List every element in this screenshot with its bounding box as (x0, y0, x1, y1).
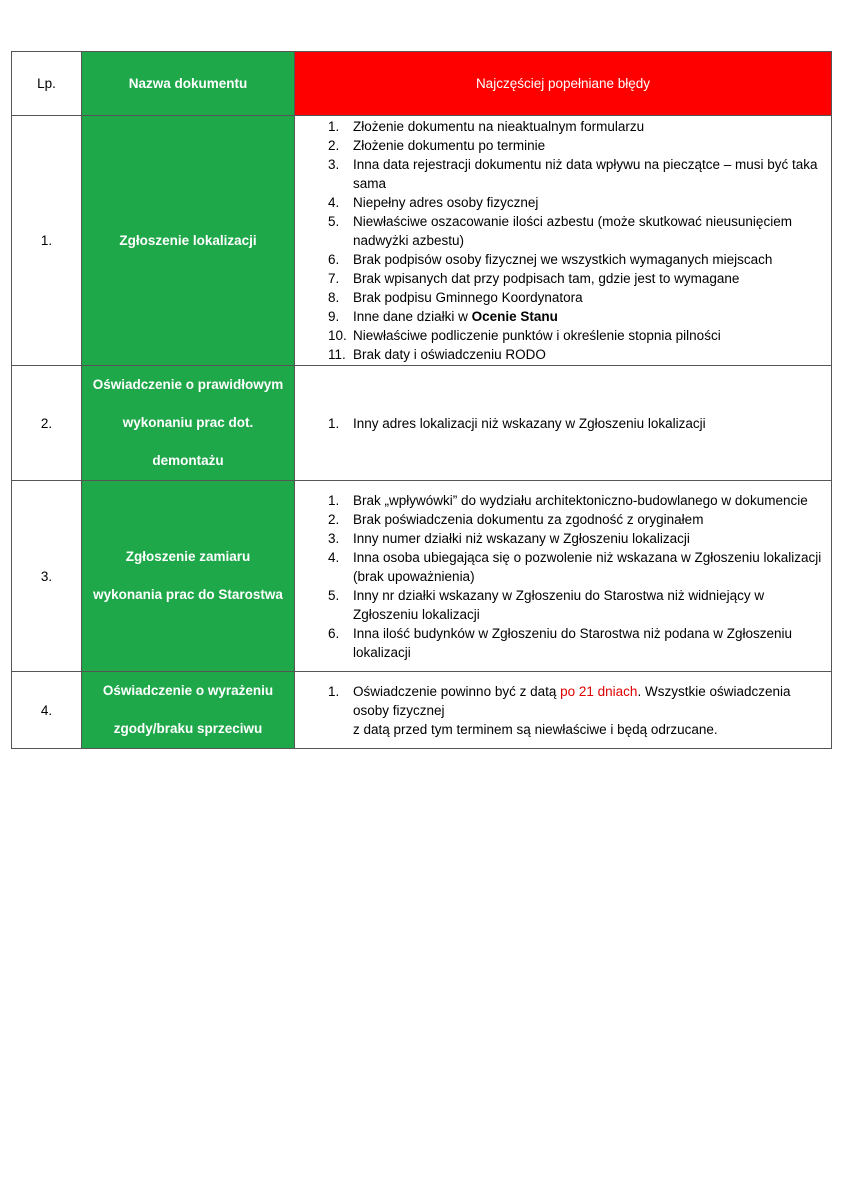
list-item (295, 155, 825, 193)
item-number: 1. (328, 683, 340, 699)
item-text: Złożenie dokumentu po terminie (353, 138, 546, 153)
item-number: 2. (328, 138, 340, 153)
item-text: Brak poświadczenia dokumentu za zgodność z oryginałem (353, 511, 704, 527)
item-text: Inny nr działki wskazany w Zgłoszeniu do Starostwa niż widniejący w Zgłoszeniu lokalizacji (353, 587, 765, 622)
item-text: Inny adres lokalizacji niż wskazany w Zgłoszeniu lokalizacji (353, 415, 706, 431)
item-number: 4. (328, 195, 340, 210)
item-text: Inna data rejestracji dokumentu niż data wpływu na pieczątce – musi być taka sama (353, 157, 818, 191)
table-row (12, 366, 832, 481)
document-name-line: demontażu (152, 453, 224, 468)
document-name (82, 672, 294, 748)
errors-list (295, 413, 831, 434)
header-errors: Najczęściej popełniane błędy (295, 52, 832, 116)
list-item (295, 510, 825, 529)
table-row (12, 481, 832, 672)
item-number: 1. (328, 119, 340, 134)
row-number: 3. (12, 481, 82, 672)
item-number: 7. (328, 271, 340, 286)
list-item (295, 136, 825, 155)
item-text: Brak wpisanych dat przy podpisach tam, gdzie jest to wymagane (353, 271, 740, 286)
item-number: 2. (328, 511, 340, 527)
errors-cell (295, 366, 832, 481)
list-item (295, 288, 825, 307)
item-number: 3. (328, 157, 340, 172)
list-item (295, 307, 825, 326)
item-number: 5. (328, 214, 340, 229)
item-text: . Wszystkie oświadczenia osoby fizycznej (353, 683, 791, 718)
item-text: Złożenie dokumentu na nieaktualnym formularzu (353, 119, 645, 134)
item-text: Inna osoba ubiegająca się o pozwolenie niż wskazana w Zgłoszeniu lokalizacji (brak upoważnienia) (353, 549, 822, 584)
list-item (295, 624, 825, 662)
item-number: 3. (328, 530, 340, 546)
document-name-line: Zgłoszenie zamiaru (125, 549, 251, 564)
item-text: Brak daty i oświadczeniu RODO (353, 347, 546, 362)
table-row (12, 672, 832, 749)
list-item (295, 414, 825, 433)
item-number: 10. (328, 328, 347, 343)
item-text: Brak podpisów osoby fizycznej we wszystkich wymaganych miejscach (353, 252, 773, 267)
row-number: 2. (12, 366, 82, 481)
item-text: Oświadczenie powinno być z datą (353, 683, 561, 699)
item-number: 9. (328, 309, 340, 324)
list-item (295, 212, 825, 250)
errors-list (295, 490, 831, 663)
document-name-cell (82, 366, 295, 481)
document-name-cell (82, 672, 295, 749)
table-header-row (12, 52, 832, 116)
errors-list (295, 116, 831, 365)
item-number: 6. (328, 252, 340, 267)
list-item (295, 269, 825, 288)
list-item (295, 529, 825, 548)
list-item (295, 586, 825, 624)
item-text: Niewłaściwe oszacowanie ilości azbestu (może skutkować nieusunięciem nadwyżki azbestu) (353, 214, 792, 248)
item-number: 4. (328, 549, 340, 565)
item-text: Niepełny adres osoby fizycznej (353, 195, 539, 210)
list-item (295, 682, 825, 739)
item-text: Inna ilość budynków w Zgłoszeniu do Starostwa niż podana w Zgłoszeniu lokalizacji (353, 625, 792, 660)
row-number: 4. (12, 672, 82, 749)
item-text: Inne dane działki w (353, 309, 472, 324)
header-lp: Lp. (12, 52, 82, 116)
document-name-line: Oświadczenie o prawidłowym (92, 377, 284, 392)
list-item (295, 193, 825, 212)
item-number: 1. (328, 415, 340, 431)
item-number: 1. (328, 492, 340, 508)
item-number: 8. (328, 290, 340, 305)
item-number: 11. (328, 347, 346, 362)
list-item (295, 345, 825, 364)
list-item (295, 250, 825, 269)
list-item (295, 117, 825, 136)
errors-table (11, 51, 832, 749)
document-name (82, 538, 294, 614)
errors-cell (295, 672, 832, 749)
item-text: Brak podpisu Gminnego Koordynatora (353, 290, 583, 305)
document-name-cell (82, 481, 295, 672)
errors-cell (295, 481, 832, 672)
item-text: z datą przed tym terminem są niewłaściwe i będą odrzucane. (353, 721, 718, 737)
item-text: Niewłaściwe podliczenie punktów i określenie stopnia pilności (353, 328, 721, 343)
list-item (295, 491, 825, 510)
header-document-name: Nazwa dokumentu (82, 52, 295, 116)
document-name-cell (82, 116, 295, 366)
table-row (12, 116, 832, 366)
document-name-line: wykonania prac do Starostwa (93, 587, 283, 602)
item-text-highlight: po 21 dniach (560, 683, 638, 699)
item-number: 6. (328, 625, 340, 641)
errors-cell (295, 116, 832, 366)
item-text-bold: Ocenie Stanu (471, 309, 558, 324)
errors-list (295, 681, 831, 740)
document-name-line: zgody/braku sprzeciwu (113, 721, 263, 736)
item-text: Brak „wpływówki” do wydziału architektoniczno-budowlanego w dokumencie (353, 492, 808, 508)
item-text: Inny numer działki niż wskazany w Zgłoszeniu lokalizacji (353, 530, 690, 546)
document-name: Zgłoszenie lokalizacji (119, 233, 257, 248)
document-name (82, 366, 294, 480)
list-item (295, 548, 825, 586)
list-item (295, 326, 825, 345)
row-number: 1. (12, 116, 82, 366)
document-name-line: Oświadczenie o wyrażeniu (102, 683, 274, 698)
item-number: 5. (328, 587, 340, 603)
document-name-line: wykonaniu prac dot. (122, 415, 254, 430)
